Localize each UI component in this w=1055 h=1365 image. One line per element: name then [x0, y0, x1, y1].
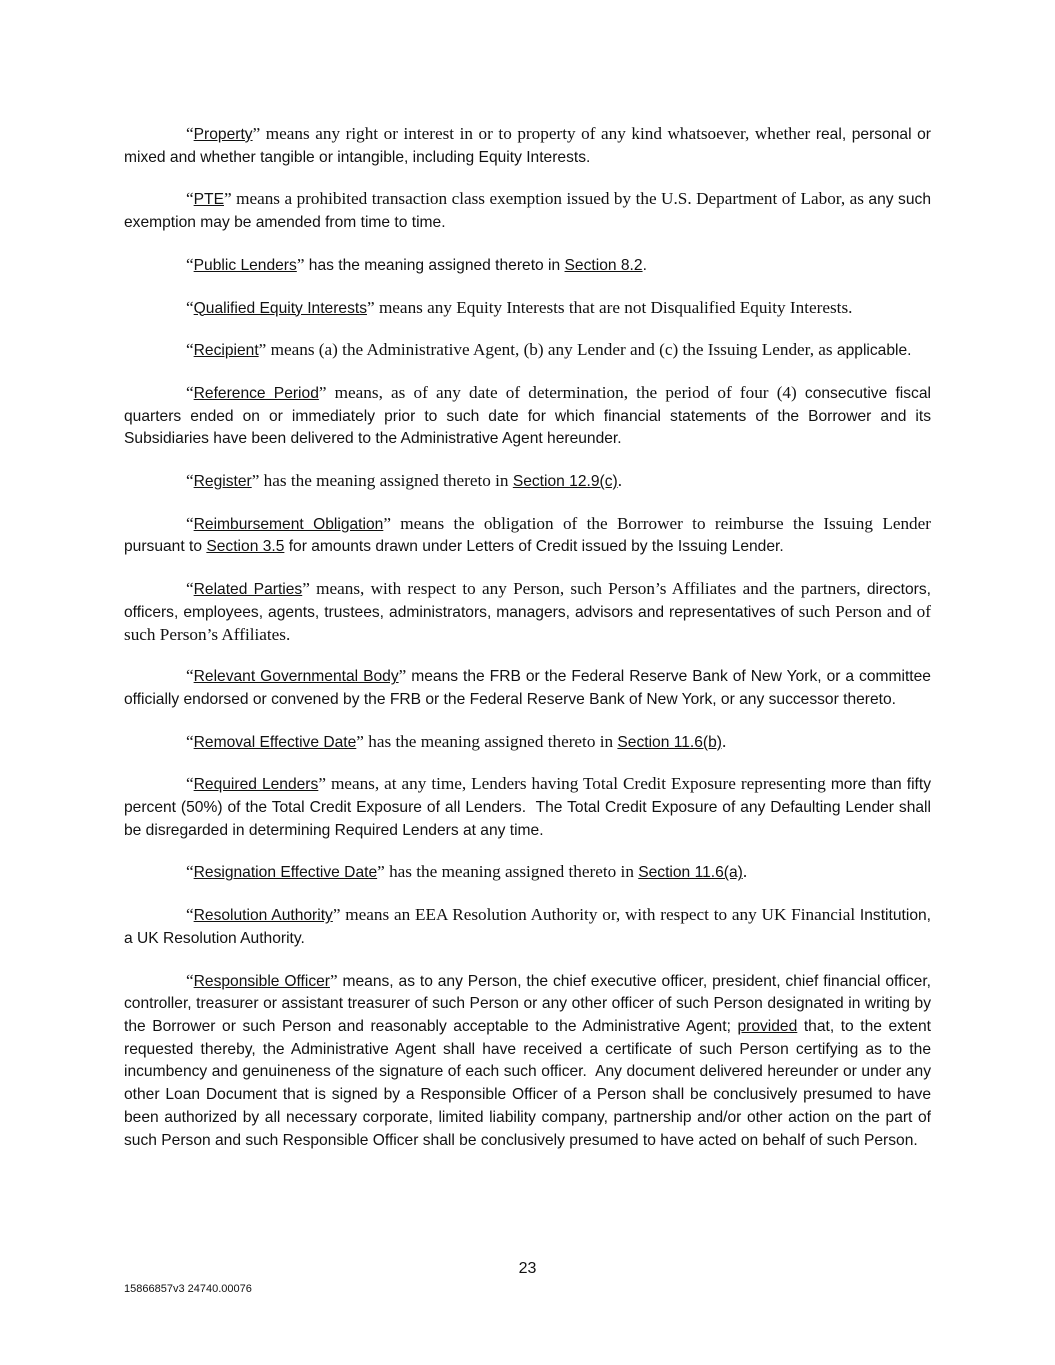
definition-text: Institution, a UK Resolution Authority.: [124, 907, 931, 947]
definition-relevant-governmental-body: [124, 665, 931, 710]
quote-close: ”: [318, 382, 327, 402]
defined-term: Responsible Officer: [193, 972, 330, 990]
definition-text: for amounts drawn under Letters of Credit issued by the Issuing Lender.: [284, 538, 784, 556]
quote-open: “: [186, 774, 194, 794]
quote-close: ”: [332, 905, 341, 925]
quote-close: ”: [329, 970, 338, 990]
definition-related-parties: [124, 578, 931, 645]
quote-close: ”: [258, 340, 267, 360]
quote-close: ”: [398, 666, 407, 686]
quote-open: “: [186, 297, 194, 317]
definition-reference-period: [124, 382, 931, 450]
defined-term: Removal Effective Date: [193, 733, 357, 751]
definition-register: [124, 470, 931, 493]
definition-resolution-authority: [124, 904, 931, 949]
definition-text: more than fifty percent (50%) of the Total Credit Exposure of all Lenders. The Total Credit Exposure of any Defaulting Lender shall be disregarded in determining Required Lenders at any time.: [124, 776, 936, 839]
definition-text: .: [642, 256, 647, 274]
definition-text: such Person and of such Person’s Affiliates.: [124, 601, 931, 644]
definition-text: means the obligation of the Borrower to reimburse the Issuing Lender: [390, 513, 931, 533]
definition-public-lenders: [124, 254, 931, 277]
defined-term: Related Parties: [193, 581, 303, 599]
section-reference: Section 11.6(a): [638, 864, 743, 882]
definition-text: .: [742, 862, 748, 882]
defined-term: Property: [193, 126, 253, 143]
definition-responsible-officer: [124, 970, 936, 1152]
defined-term: Qualified Equity Interests: [193, 299, 367, 317]
quote-open: “: [186, 905, 194, 925]
defined-term: Public Lenders: [193, 256, 297, 274]
definition-text: directors, officers, employees, agents, trustees, administrators, managers, advisors and representatives of: [124, 581, 931, 621]
quote-close: ”: [367, 297, 375, 317]
defined-term: Reimbursement Obligation: [193, 515, 384, 533]
definition-property: [124, 123, 931, 168]
definition-text: that, to the extent requested thereby, the Administrative Agent shall have received a certificate of such Person certifying as to the incumbency and genuineness of the signature of each such officer. Any document delivered hereunder or under any other Loan Document that is signed by a Responsible Officer of a Person shall be conclusively presumed to have been authorized by all necessary corporate, limited liability company, partnership and/or other action on the part of such Person and such Responsible Officer shall be conclusively presumed to have acted on behalf of such Person.: [124, 1017, 936, 1149]
quote-open: “: [186, 382, 194, 402]
defined-term: Register: [193, 473, 252, 491]
section-reference: Section 8.2: [564, 256, 643, 274]
definition-required-lenders: [124, 773, 936, 841]
quote-close: ”: [252, 124, 261, 143]
proviso-term: provided: [737, 1017, 798, 1035]
quote-open: “: [186, 254, 194, 274]
quote-open: “: [186, 471, 194, 491]
quote-close: ”: [223, 189, 232, 209]
defined-term: Recipient: [193, 342, 259, 360]
defined-term: Resolution Authority: [193, 907, 333, 925]
definition-text: has the meaning assigned thereto in: [363, 731, 618, 751]
quote-close: ”: [356, 731, 364, 751]
definition-text: means, with respect to any Person, such Person’s Affiliates and the partners,: [309, 579, 867, 599]
definition-recipient: [124, 339, 931, 362]
definition-text: applicable.: [836, 342, 912, 360]
quote-close: ”: [296, 254, 305, 274]
definition-text: any such exemption may be amended from time to time.: [124, 191, 931, 232]
quote-open: “: [186, 579, 194, 599]
definition-text: means a prohibited transaction class exemption issued by the U.S. Department of Labor, as: [231, 189, 869, 209]
definition-text: has the meaning assigned thereto in: [259, 471, 513, 491]
quote-close: ”: [251, 471, 260, 491]
quote-open: “: [186, 340, 194, 360]
defined-term: Resignation Effective Date: [193, 864, 378, 882]
quote-close: ”: [377, 862, 385, 882]
definition-text: means (a) the Administrative Agent, (b) any Lender and (c) the Issuing Lender, as: [266, 340, 837, 360]
quote-close: ”: [302, 579, 310, 599]
definition-text: means any Equity Interests that are not Disqualified Equity Interests.: [374, 297, 853, 317]
definition-text: pursuant to: [124, 538, 207, 556]
quote-close: ”: [383, 513, 391, 533]
quote-close: ”: [318, 774, 326, 794]
definition-pte: [124, 188, 931, 233]
section-reference: Section 3.5: [206, 538, 285, 556]
defined-term: PTE: [193, 191, 224, 209]
definition-resignation-effective-date: [124, 861, 931, 884]
definition-text: means an EEA Resolution Authority or, with respect to any UK Financial: [340, 905, 860, 925]
defined-term: Required Lenders: [193, 776, 319, 794]
definition-qualified-equity-interests: [124, 297, 931, 320]
definition-text: means, as to any Person, the chief executive officer, president, chief financial officer, controller, treasurer or assistant treasurer of such Person or any other officer of such Person designated in writing by the Borrower or such Person and reasonably acceptable to the Administrative Agent;: [124, 972, 931, 1035]
section-reference: Section 11.6(b): [617, 733, 722, 751]
definition-text: has the meaning assigned thereto in: [384, 862, 639, 882]
page-number: 23: [518, 1260, 537, 1277]
quote-open: “: [186, 189, 194, 209]
definition-text: real, personal or mixed and whether tangible or intangible, including Equity Interests.: [124, 126, 932, 166]
quote-open: “: [186, 731, 194, 751]
definition-text: has the meaning assigned thereto in: [304, 256, 565, 274]
section-reference: Section 12.9(c): [512, 473, 618, 491]
definition-text: .: [722, 731, 727, 751]
definition-text: means, as of any date of determination, the period of four (4): [326, 382, 805, 402]
definition-text: .: [617, 471, 622, 491]
quote-open: “: [186, 862, 194, 882]
definition-reimbursement-obligation: [124, 513, 931, 558]
defined-term: Relevant Governmental Body: [193, 668, 399, 686]
definition-text: means the FRB or the Federal Reserve Bank of New York, or a committee officially endorsed or convened by the FRB or the Federal Reserve Bank of New York, or any successor thereto.: [124, 668, 931, 708]
defined-term: Reference Period: [193, 384, 319, 402]
quote-open: “: [186, 513, 194, 533]
quote-open: “: [186, 666, 194, 686]
quote-open: “: [186, 124, 194, 143]
definition-removal-effective-date: [124, 731, 931, 754]
definition-text: means, at any time, Lenders having Total Credit Exposure representing: [325, 774, 831, 794]
definition-text: consecutive fiscal quarters ended on or immediately prior to such date for which financial statements of the Borrower and its Subsidiaries have been delivered to the Administrative Agent hereunder.: [124, 384, 931, 448]
quote-open: “: [186, 970, 194, 990]
definition-text: means any right or interest in or to property of any kind whatsoever, whether: [260, 124, 816, 143]
document-body: [124, 123, 936, 1171]
document-id: 15866857v3 24740.00076: [124, 1283, 252, 1295]
